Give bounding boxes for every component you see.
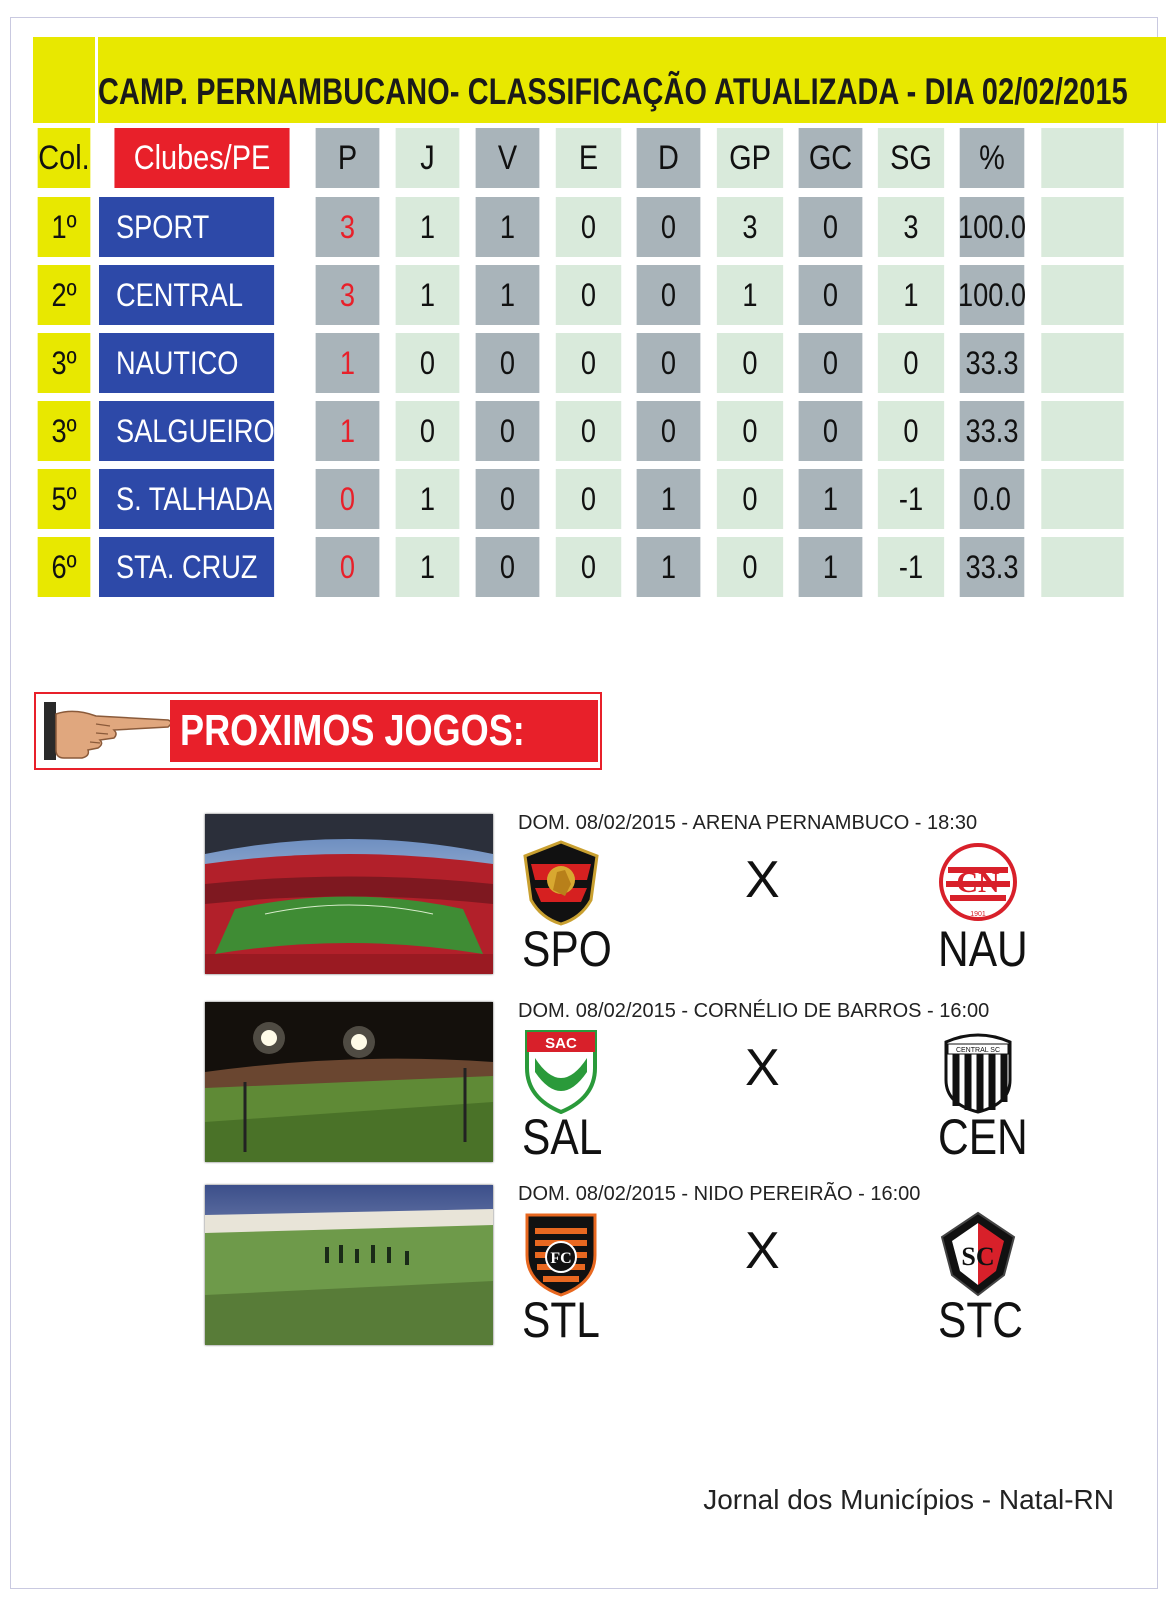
salgueiro-crest-icon: [521, 1028, 601, 1114]
row-club: S. TALHADA: [99, 469, 274, 529]
row-percent: 33.3: [960, 537, 1025, 597]
svg-text:SC: SC: [961, 1242, 995, 1271]
row-draws: 0: [556, 197, 621, 257]
row-extra: [1041, 401, 1123, 461]
serra-talhada-crest-icon: [521, 1211, 601, 1297]
row-draws: 0: [556, 265, 621, 325]
versus-label: X: [745, 851, 780, 909]
match-card: [205, 1183, 1035, 1351]
pointing-hand-icon: [44, 700, 174, 764]
central-badge-text: CENTRAL SC: [955, 1047, 1001, 1054]
upcoming-games-label: PROXIMOS JOGOS:: [170, 700, 598, 762]
row-wins: 1: [476, 265, 540, 325]
stadium-photo: [205, 1185, 493, 1345]
row-points: 0: [316, 537, 380, 597]
central-crest-icon: [938, 1028, 1018, 1114]
row-club: STA. CRUZ: [99, 537, 274, 597]
table-title-row: [33, 37, 1131, 123]
row-club: SALGUEIRO: [99, 401, 274, 461]
row-games: 1: [396, 469, 460, 529]
away-team-abbr: CEN: [938, 1109, 1028, 1165]
row-games: 0: [396, 333, 460, 393]
title-corner: [33, 37, 95, 123]
away-team-abbr: STC: [938, 1292, 1023, 1348]
row-position: 2º: [38, 265, 91, 325]
home-team-abbr: SPO: [522, 921, 612, 977]
home-team-abbr: SAL: [522, 1109, 603, 1165]
row-position: 1º: [38, 197, 91, 257]
match-card: [205, 1000, 1035, 1168]
row-draws: 0: [556, 469, 621, 529]
row-points: 3: [316, 265, 380, 325]
table-header-row: [33, 128, 1131, 188]
header-col: Col.: [38, 128, 91, 188]
row-goal-diff: 0: [878, 401, 944, 461]
row-wins: 0: [476, 469, 540, 529]
match-info: DOM. 08/02/2015 - NIDO PEREIRÃO - 16:00: [518, 1183, 921, 1205]
footer-credit: Jornal dos Municípios - Natal-RN: [703, 1484, 1114, 1515]
header-pct: %: [960, 128, 1025, 188]
row-losses: 0: [637, 197, 701, 257]
sport-crest-icon: [521, 840, 601, 926]
table-row: [33, 197, 1131, 257]
header-j: J: [396, 128, 460, 188]
header-extra: [1041, 128, 1123, 188]
row-goals-against: 1: [799, 537, 863, 597]
table-row: [33, 333, 1131, 393]
versus-label: X: [745, 1222, 780, 1280]
match-info: DOM. 08/02/2015 - CORNÉLIO DE BARROS - 16:00: [518, 1000, 990, 1022]
svg-text:SAC: SAC: [545, 1035, 577, 1052]
row-wins: 0: [476, 401, 540, 461]
row-losses: 0: [637, 265, 701, 325]
row-points: 0: [316, 469, 380, 529]
row-goals-against: 0: [799, 197, 863, 257]
row-percent: 100.0: [960, 265, 1025, 325]
match-info: DOM. 08/02/2015 - ARENA PERNAMBUCO - 18:30: [518, 812, 978, 834]
home-team-abbr: STL: [522, 1292, 600, 1348]
row-draws: 0: [556, 333, 621, 393]
row-wins: 0: [476, 333, 540, 393]
match-card: [205, 812, 1035, 980]
stadium-photo: [205, 814, 493, 974]
table-row: [33, 469, 1131, 529]
row-extra: [1041, 537, 1123, 597]
row-goals-for: 0: [717, 469, 783, 529]
row-percent: 100.0: [960, 197, 1025, 257]
row-percent: 0.0: [960, 469, 1025, 529]
header-v: V: [476, 128, 540, 188]
row-goals-against: 0: [799, 333, 863, 393]
row-percent: 33.3: [960, 401, 1025, 461]
row-games: 1: [396, 537, 460, 597]
row-points: 3: [316, 197, 380, 257]
row-position: 5º: [38, 469, 91, 529]
nautico-crest-icon: [938, 840, 1018, 926]
santa-cruz-crest-icon: [938, 1211, 1018, 1297]
row-wins: 0: [476, 537, 540, 597]
table-row: [33, 265, 1131, 325]
row-losses: 0: [637, 401, 701, 461]
nautico-year: 1901: [970, 911, 986, 918]
row-position: 6º: [38, 537, 91, 597]
header-gc: GC: [799, 128, 863, 188]
row-goal-diff: 1: [878, 265, 944, 325]
table-title-bar: [98, 37, 1166, 123]
row-extra: [1041, 469, 1123, 529]
row-percent: 33.3: [960, 333, 1025, 393]
row-goals-for: 0: [717, 333, 783, 393]
row-goal-diff: 0: [878, 333, 944, 393]
row-wins: 1: [476, 197, 540, 257]
row-points: 1: [316, 401, 380, 461]
row-goal-diff: 3: [878, 197, 944, 257]
header-p: P: [316, 128, 380, 188]
header-clubes: Clubes/PE: [114, 128, 289, 188]
row-extra: [1041, 265, 1123, 325]
away-team-abbr: NAU: [938, 921, 1028, 977]
row-goal-diff: -1: [878, 469, 944, 529]
row-club: NAUTICO: [99, 333, 274, 393]
row-goals-for: 0: [717, 401, 783, 461]
row-goals-against: 0: [799, 401, 863, 461]
row-goals-against: 0: [799, 265, 863, 325]
table-row: [33, 401, 1131, 461]
row-losses: 0: [637, 333, 701, 393]
row-games: 1: [396, 265, 460, 325]
row-position: 3º: [38, 401, 91, 461]
versus-label: X: [745, 1039, 780, 1097]
row-position: 3º: [38, 333, 91, 393]
table-row: [33, 537, 1131, 597]
header-sg: SG: [878, 128, 944, 188]
row-draws: 0: [556, 537, 621, 597]
upcoming-games-banner: [34, 692, 602, 770]
row-points: 1: [316, 333, 380, 393]
row-goals-for: 3: [717, 197, 783, 257]
row-goals-for: 0: [717, 537, 783, 597]
row-draws: 0: [556, 401, 621, 461]
header-e: E: [556, 128, 621, 188]
row-goals-for: 1: [717, 265, 783, 325]
row-extra: [1041, 197, 1123, 257]
row-club: CENTRAL: [99, 265, 274, 325]
row-extra: [1041, 333, 1123, 393]
stadium-photo: [205, 1002, 493, 1162]
header-d: D: [637, 128, 701, 188]
table-title: CAMP. PERNAMBUCANO- CLASSIFICAÇÃO ATUALIZADA - DIA 02/02/2015: [98, 71, 1128, 112]
row-club: SPORT: [99, 197, 274, 257]
row-games: 0: [396, 401, 460, 461]
row-losses: 1: [637, 537, 701, 597]
row-losses: 1: [637, 469, 701, 529]
row-goal-diff: -1: [878, 537, 944, 597]
row-games: 1: [396, 197, 460, 257]
svg-text:CN: CN: [956, 866, 1000, 899]
header-gp: GP: [717, 128, 783, 188]
svg-text:FC: FC: [550, 1250, 572, 1267]
row-goals-against: 1: [799, 469, 863, 529]
